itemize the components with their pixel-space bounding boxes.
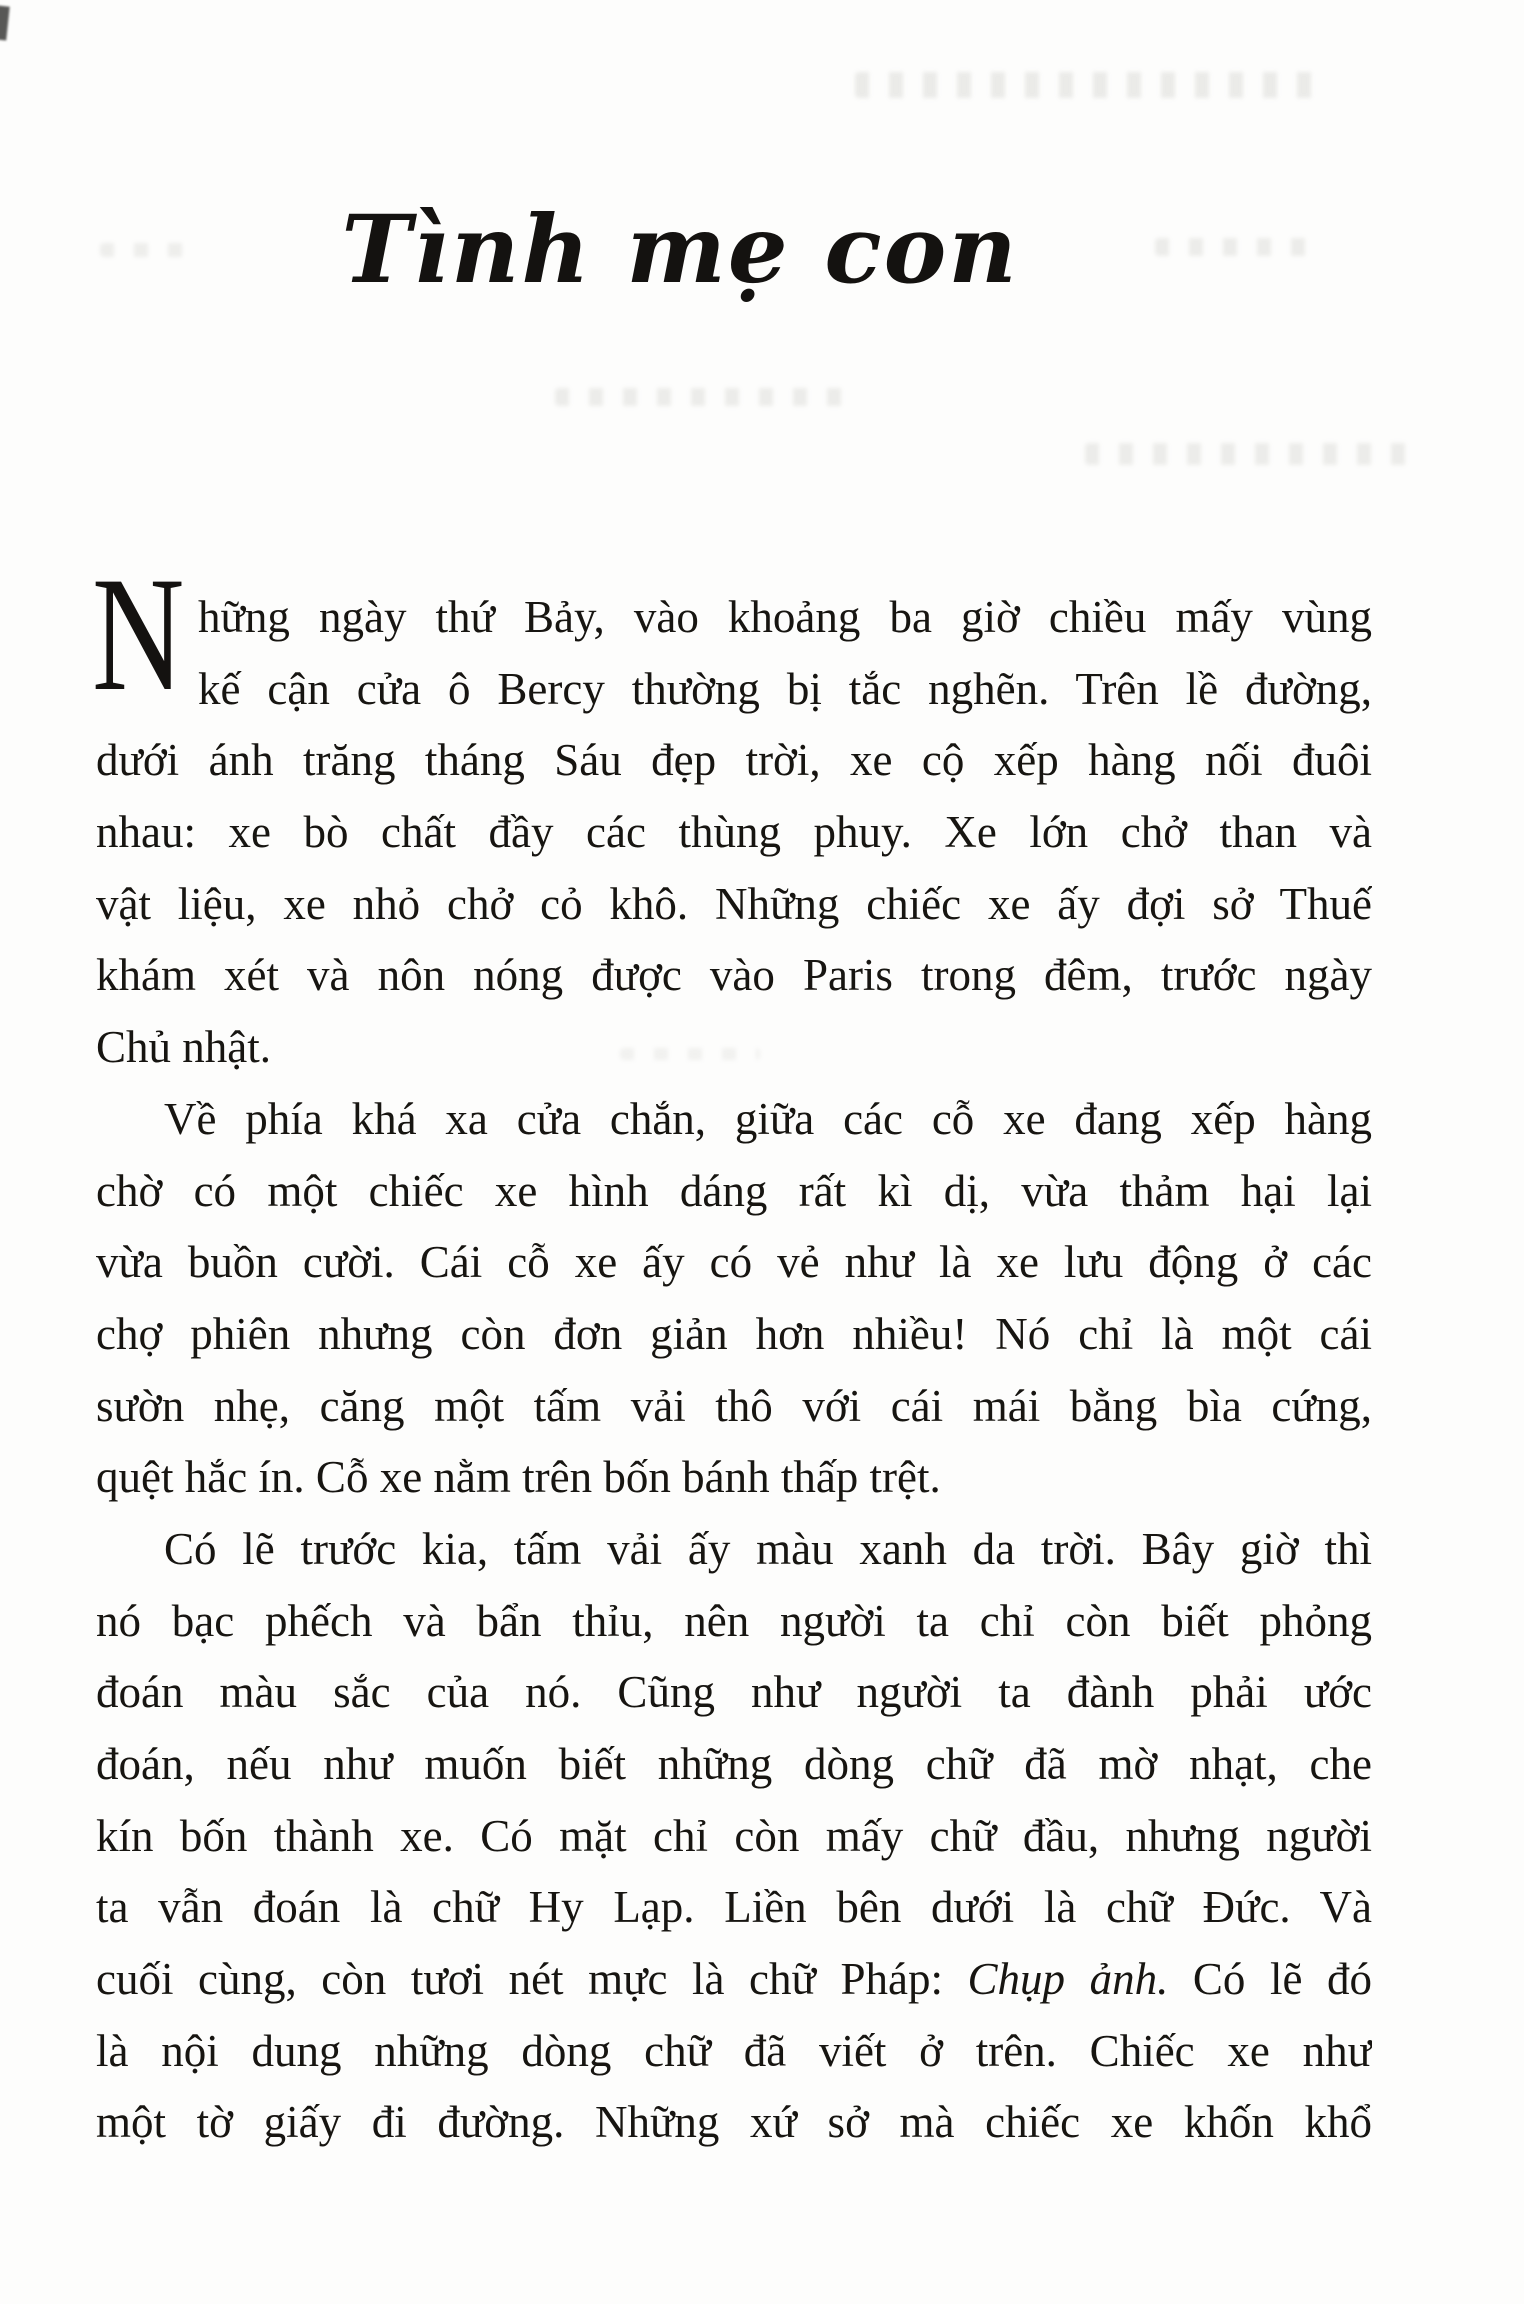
text-line: sườn nhẹ, căng một tấm vải thô với cái mái bằng bìa cứng, <box>96 1380 1372 1431</box>
text-line: nó bạc phếch và bẩn thỉu, nên người ta chỉ còn biết phỏng <box>96 1595 1372 1646</box>
scan-artifact <box>1085 443 1425 465</box>
text-line: kế cận cửa ô Bercy thường bị tắc nghẽn. Trên lề đường, <box>198 663 1372 714</box>
scan-artifact <box>1155 238 1325 256</box>
text-line: đoán, nếu như muốn biết những dòng chữ đã mờ nhạt, che <box>96 1739 1372 1789</box>
text-line: một tờ giấy đi đường. Những xứ sở mà chiếc xe khốn khổ <box>96 2097 1372 2148</box>
text-line: nhau: xe bò chất đầy các thùng phuy. Xe lớn chở than và <box>96 807 1372 858</box>
text-line: hững ngày thứ Bảy, vào khoảng ba giờ chiều mấy vùng <box>198 592 1372 642</box>
text-line: Chủ nhật. <box>96 1022 271 1073</box>
text-line: cuối cùng, còn tươi nét mực là chữ Pháp: Chụp ảnh. Có lẽ đó <box>96 1954 1372 2005</box>
text-line: ta vẫn đoán là chữ Hy Lạp. Liền bên dưới là chữ Đức. Và <box>96 1882 1372 1933</box>
chapter-title: Tình mẹ con <box>341 195 1019 305</box>
scan-artifact <box>555 388 855 406</box>
text-line: vừa buồn cười. Cái cỗ xe ấy có vẻ như là xe lưu động ở các <box>96 1237 1372 1288</box>
text-line: Có lẽ trước kia, tấm vải ấy màu xanh da trời. Bây giờ thì <box>164 1523 1372 1574</box>
text-line: kín bốn thành xe. Có mặt chỉ còn mấy chữ đầu, nhưng người <box>96 1810 1372 1861</box>
body-text <box>96 582 1372 2159</box>
text-line: chờ có một chiếc xe hình dáng rất kì dị, vừa thảm hại lại <box>96 1165 1372 1216</box>
text-line: chợ phiên nhưng còn đơn giản hơn nhiều! Nó chỉ là một cái <box>96 1308 1372 1359</box>
text-line: khám xét và nôn nóng được vào Paris trong đêm, trước ngày <box>96 950 1372 1001</box>
drop-cap-letter: N <box>92 544 185 725</box>
text-line: đoán màu sắc của nó. Cũng như người ta đành phải ước <box>96 1667 1372 1718</box>
scan-corner-artifact <box>0 5 10 40</box>
scan-artifact <box>100 243 195 257</box>
text-line: Về phía khá xa cửa chắn, giữa các cỗ xe đang xếp hàng <box>164 1093 1372 1144</box>
text-line: quệt hắc ín. Cỗ xe nằm trên bốn bánh thấp trệt. <box>96 1452 941 1503</box>
scan-artifact <box>855 72 1325 98</box>
text-line: vật liệu, xe nhỏ chở cỏ khô. Những chiếc xe ấy đợi sở Thuế <box>96 878 1372 929</box>
text-line: là nội dung những dòng chữ đã viết ở trên. Chiếc xe như <box>96 2025 1372 2076</box>
text-line: dưới ánh trăng tháng Sáu đẹp trời, xe cộ xếp hàng nối đuôi <box>96 735 1372 786</box>
